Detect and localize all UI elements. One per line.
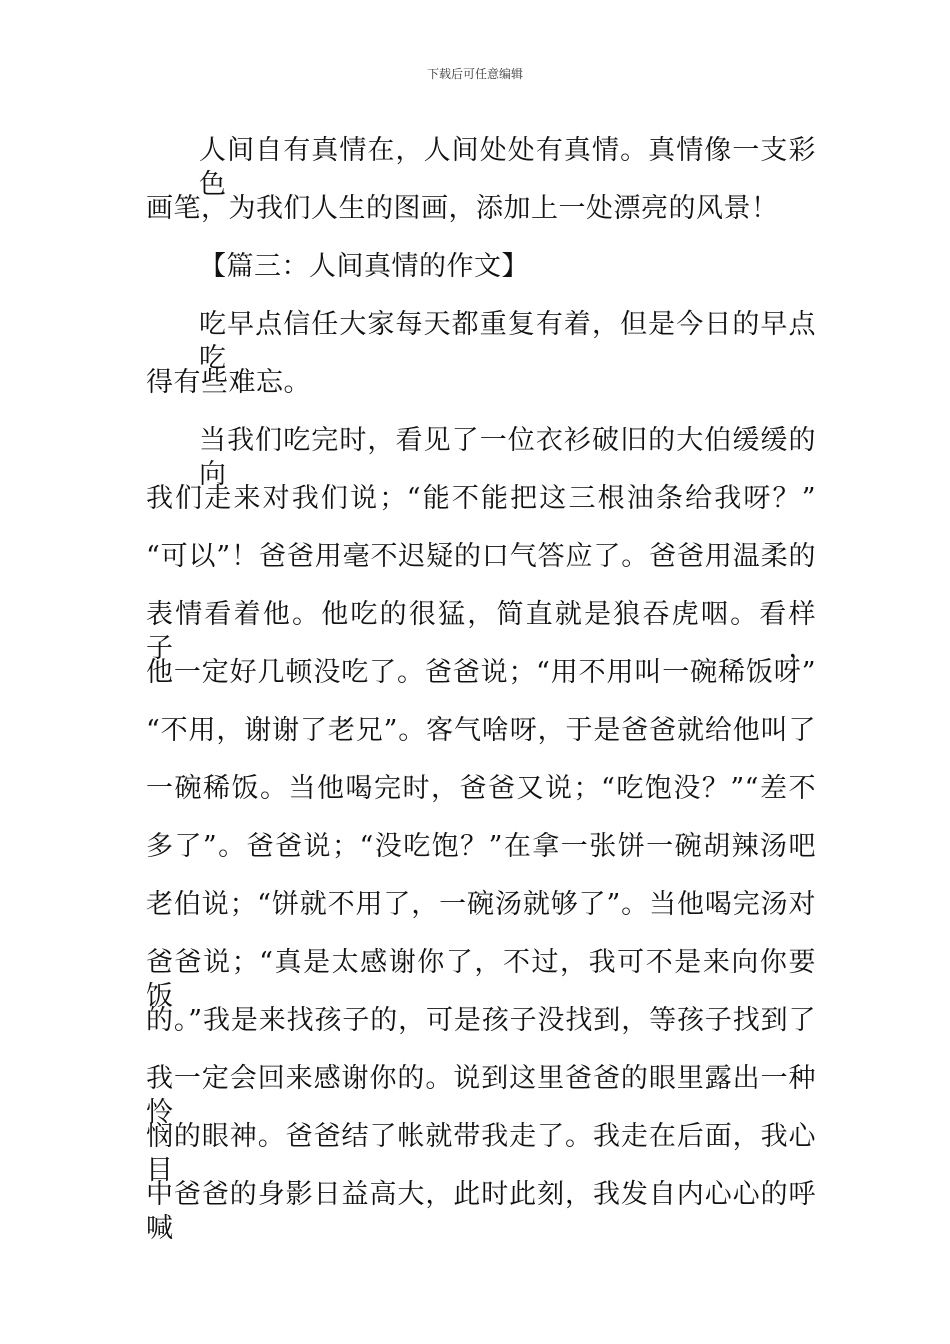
- paragraph-line: 表情看着他。他吃的很猛，简直就是狼吞虎咽。看样子，: [146, 599, 816, 664]
- paragraph-line: 一碗稀饭。当他喝完时，爸爸又说；“吃饱没？”“差不: [146, 773, 816, 804]
- paragraph-line: “可以”！爸爸用毫不迟疑的口气答应了。爸爸用温柔的: [146, 541, 816, 572]
- paragraph-line: 爸爸说；“真是太感谢你了，不过，我可不是来向你要饭: [146, 947, 816, 1012]
- paragraph-line: 老伯说；“饼就不用了，一碗汤就够了”。当他喝完汤对: [146, 889, 816, 920]
- paragraph-line: 当我们吃完时，看见了一位衣衫破旧的大伯缓缓的向: [199, 425, 816, 490]
- paragraph-line: 得有些难忘。: [146, 367, 311, 398]
- paragraph-line: “不用，谢谢了老兄”。客气啥呀，于是爸爸就给他叫了: [146, 715, 816, 746]
- paragraph-line: 我一定会回来感谢你的。说到这里爸爸的眼里露出一种怜: [146, 1063, 816, 1128]
- paragraph-line: 悯的眼神。爸爸结了帐就带我走了。我走在后面，我心目: [146, 1121, 816, 1186]
- section-heading: 【篇三：人间真情的作文】: [199, 251, 529, 282]
- page-header: 下载后可任意编辑: [426, 67, 523, 81]
- paragraph-line: 人间自有真情在，人间处处有真情。真情像一支彩色: [199, 135, 816, 200]
- paragraph-line: 吃早点信任大家每天都重复有着，但是今日的早点吃: [199, 309, 816, 374]
- paragraph-line: 多了”。爸爸说；“没吃饱？”在拿一张饼一碗胡辣汤吧: [146, 831, 816, 862]
- paragraph-line: 的。”我是来找孩子的，可是孩子没找到，等孩子找到了: [146, 1005, 816, 1036]
- paragraph-line: 画笔，为我们人生的图画，添加上一处漂亮的风景！: [146, 193, 779, 224]
- paragraph-line: 他一定好几顿没吃了。爸爸说；“用不用叫一碗稀饭呀”: [146, 657, 816, 688]
- paragraph-line: 我们走来对我们说；“能不能把这三根油条给我呀？”: [146, 483, 816, 514]
- paragraph-line: 中爸爸的身影日益高大，此时此刻，我发自内心心的呼喊: [146, 1179, 816, 1244]
